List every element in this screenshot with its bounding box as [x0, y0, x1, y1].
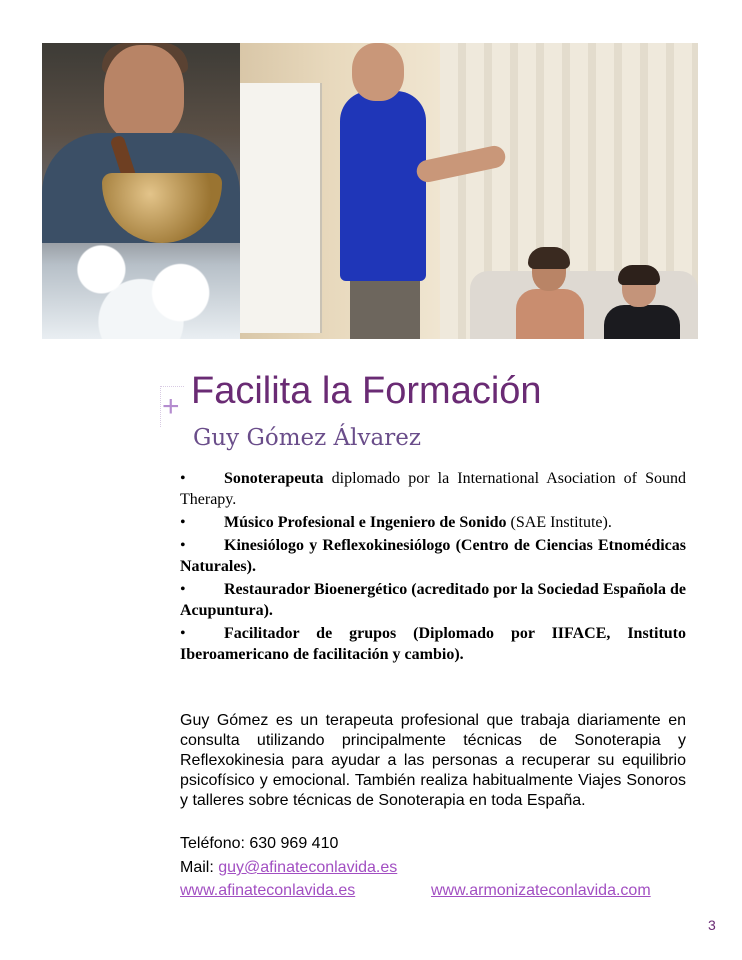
photo-water-splash: [42, 223, 240, 339]
website-line: [180, 881, 651, 901]
credential-item: [180, 512, 686, 533]
credential-item: [180, 623, 686, 665]
photo-participant-1-hair: [528, 247, 570, 269]
photo-participant-2-body: [604, 305, 680, 339]
phone-line: Teléfono: 630 969 410: [180, 835, 339, 852]
bullet-icon: •: [180, 470, 186, 487]
email-link[interactable]: guy@afinateconlavida.es: [218, 859, 398, 876]
credential-item: [180, 579, 686, 621]
credential-title: Sonoterapeuta: [224, 470, 324, 487]
credentials-list: [180, 468, 686, 667]
bullet-icon: •: [180, 625, 186, 642]
plus-icon: +: [160, 386, 184, 427]
photo-participant-1-body: [516, 289, 584, 339]
facilitator-name: Guy Gómez Álvarez: [193, 425, 421, 451]
website-link-armonizate[interactable]: www.armonizateconlavida.com: [431, 882, 651, 899]
credential-item: [180, 468, 686, 510]
photo-instructor-head: [352, 43, 404, 101]
mail-label: Mail:: [180, 859, 219, 876]
credential-title: Restaurador Bioenergético (acreditado por la Sociedad Española de Acupuntura).: [180, 581, 686, 619]
header-photos: [42, 43, 698, 339]
credential-detail: diplomado por la International Asociation of Sound Therapy.: [180, 470, 686, 508]
photo-instructor-legs: [350, 279, 420, 339]
bullet-icon: •: [180, 581, 186, 598]
website-link-afinate[interactable]: www.afinateconlavida.es: [180, 882, 356, 899]
photo-whiteboard: [240, 83, 322, 333]
workshop-photo: [240, 43, 698, 339]
page-title: Facilita la Formación: [191, 370, 542, 412]
credential-title: Kinesiólogo y Reflexokinesiólogo (Centro de Ciencias Etnomédicas Naturales).: [180, 537, 686, 575]
singing-bowl-photo: [42, 43, 240, 339]
bullet-icon: •: [180, 537, 186, 554]
photo-man-face: [104, 45, 184, 141]
credential-title: Músico Profesional e Ingeniero de Sonido: [224, 514, 507, 531]
credential-title: Facilitador de grupos (Diplomado por IIFACE, Instituto Iberoamericano de facilitación y cambio).: [180, 625, 686, 663]
bullet-icon: •: [180, 514, 186, 531]
credential-item: [180, 535, 686, 577]
credential-detail: (SAE Institute).: [506, 514, 612, 531]
page-number: 3: [708, 917, 716, 933]
description-paragraph: Guy Gómez es un terapeuta profesional que trabaja diariamente en consulta utilizando principalmente técnicas de Sonoterapia y Reflexokinesia para ayudar a las personas a recuperar su equilibrio psicofísico y emocional. También realiza habitualmente Viajes Sonoros y talleres sobre técnicas de Sonoterapia en toda España.: [180, 712, 686, 809]
mail-line: [180, 858, 397, 878]
photo-participant-2-hair: [618, 265, 660, 285]
photo-instructor-shirt: [340, 91, 426, 281]
